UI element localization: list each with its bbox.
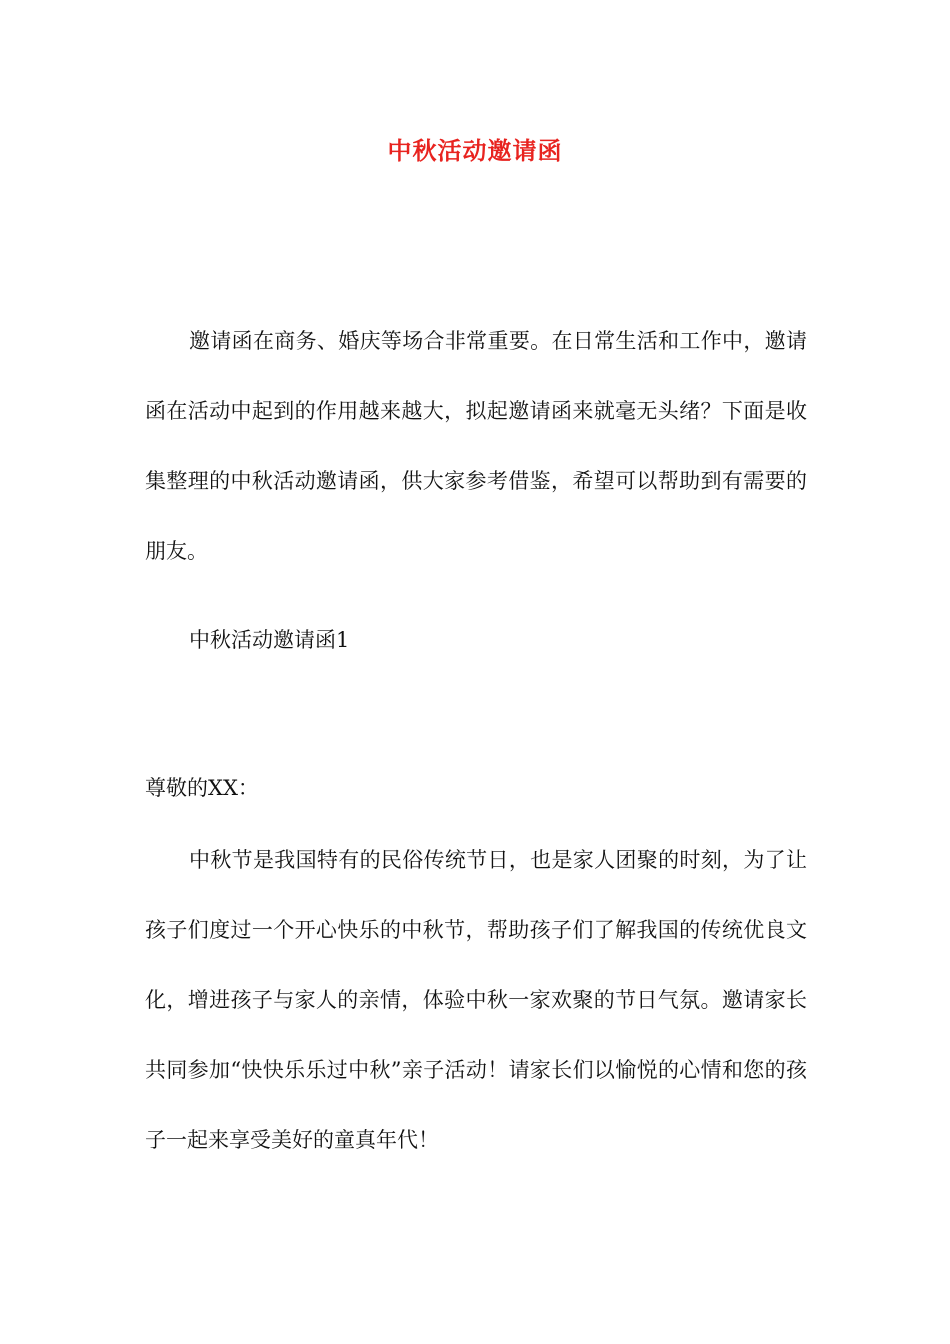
salutation: 尊敬的XX： bbox=[145, 776, 259, 800]
invitation-body-paragraph: 中秋节是我国特有的民俗传统节日，也是家人团聚的时刻，为了让孩子们度过一个开心快乐的中秋节，帮助孩子们了解我国的传统优良文化，增进孩子与家人的亲情，体验中秋一家欢聚的节日气氛。邀请家长共同参加“快快乐乐过中秋”亲子活动！请家长们以愉悦的心情和您的孩子一起来享受美好的童真年代！ bbox=[145, 848, 807, 1152]
intro-paragraph: 邀请函在商务、婚庆等场合非常重要。在日常生活和工作中，邀请函在活动中起到的作用越来越大，拟起邀请函来就毫无头绪？下面是收集整理的中秋活动邀请函，供大家参考借鉴，希望可以帮助到有需要的朋友。 bbox=[145, 329, 807, 563]
document-title: 中秋活动邀请函 bbox=[387, 136, 563, 165]
section-heading: 中秋活动邀请函1 bbox=[189, 628, 350, 652]
